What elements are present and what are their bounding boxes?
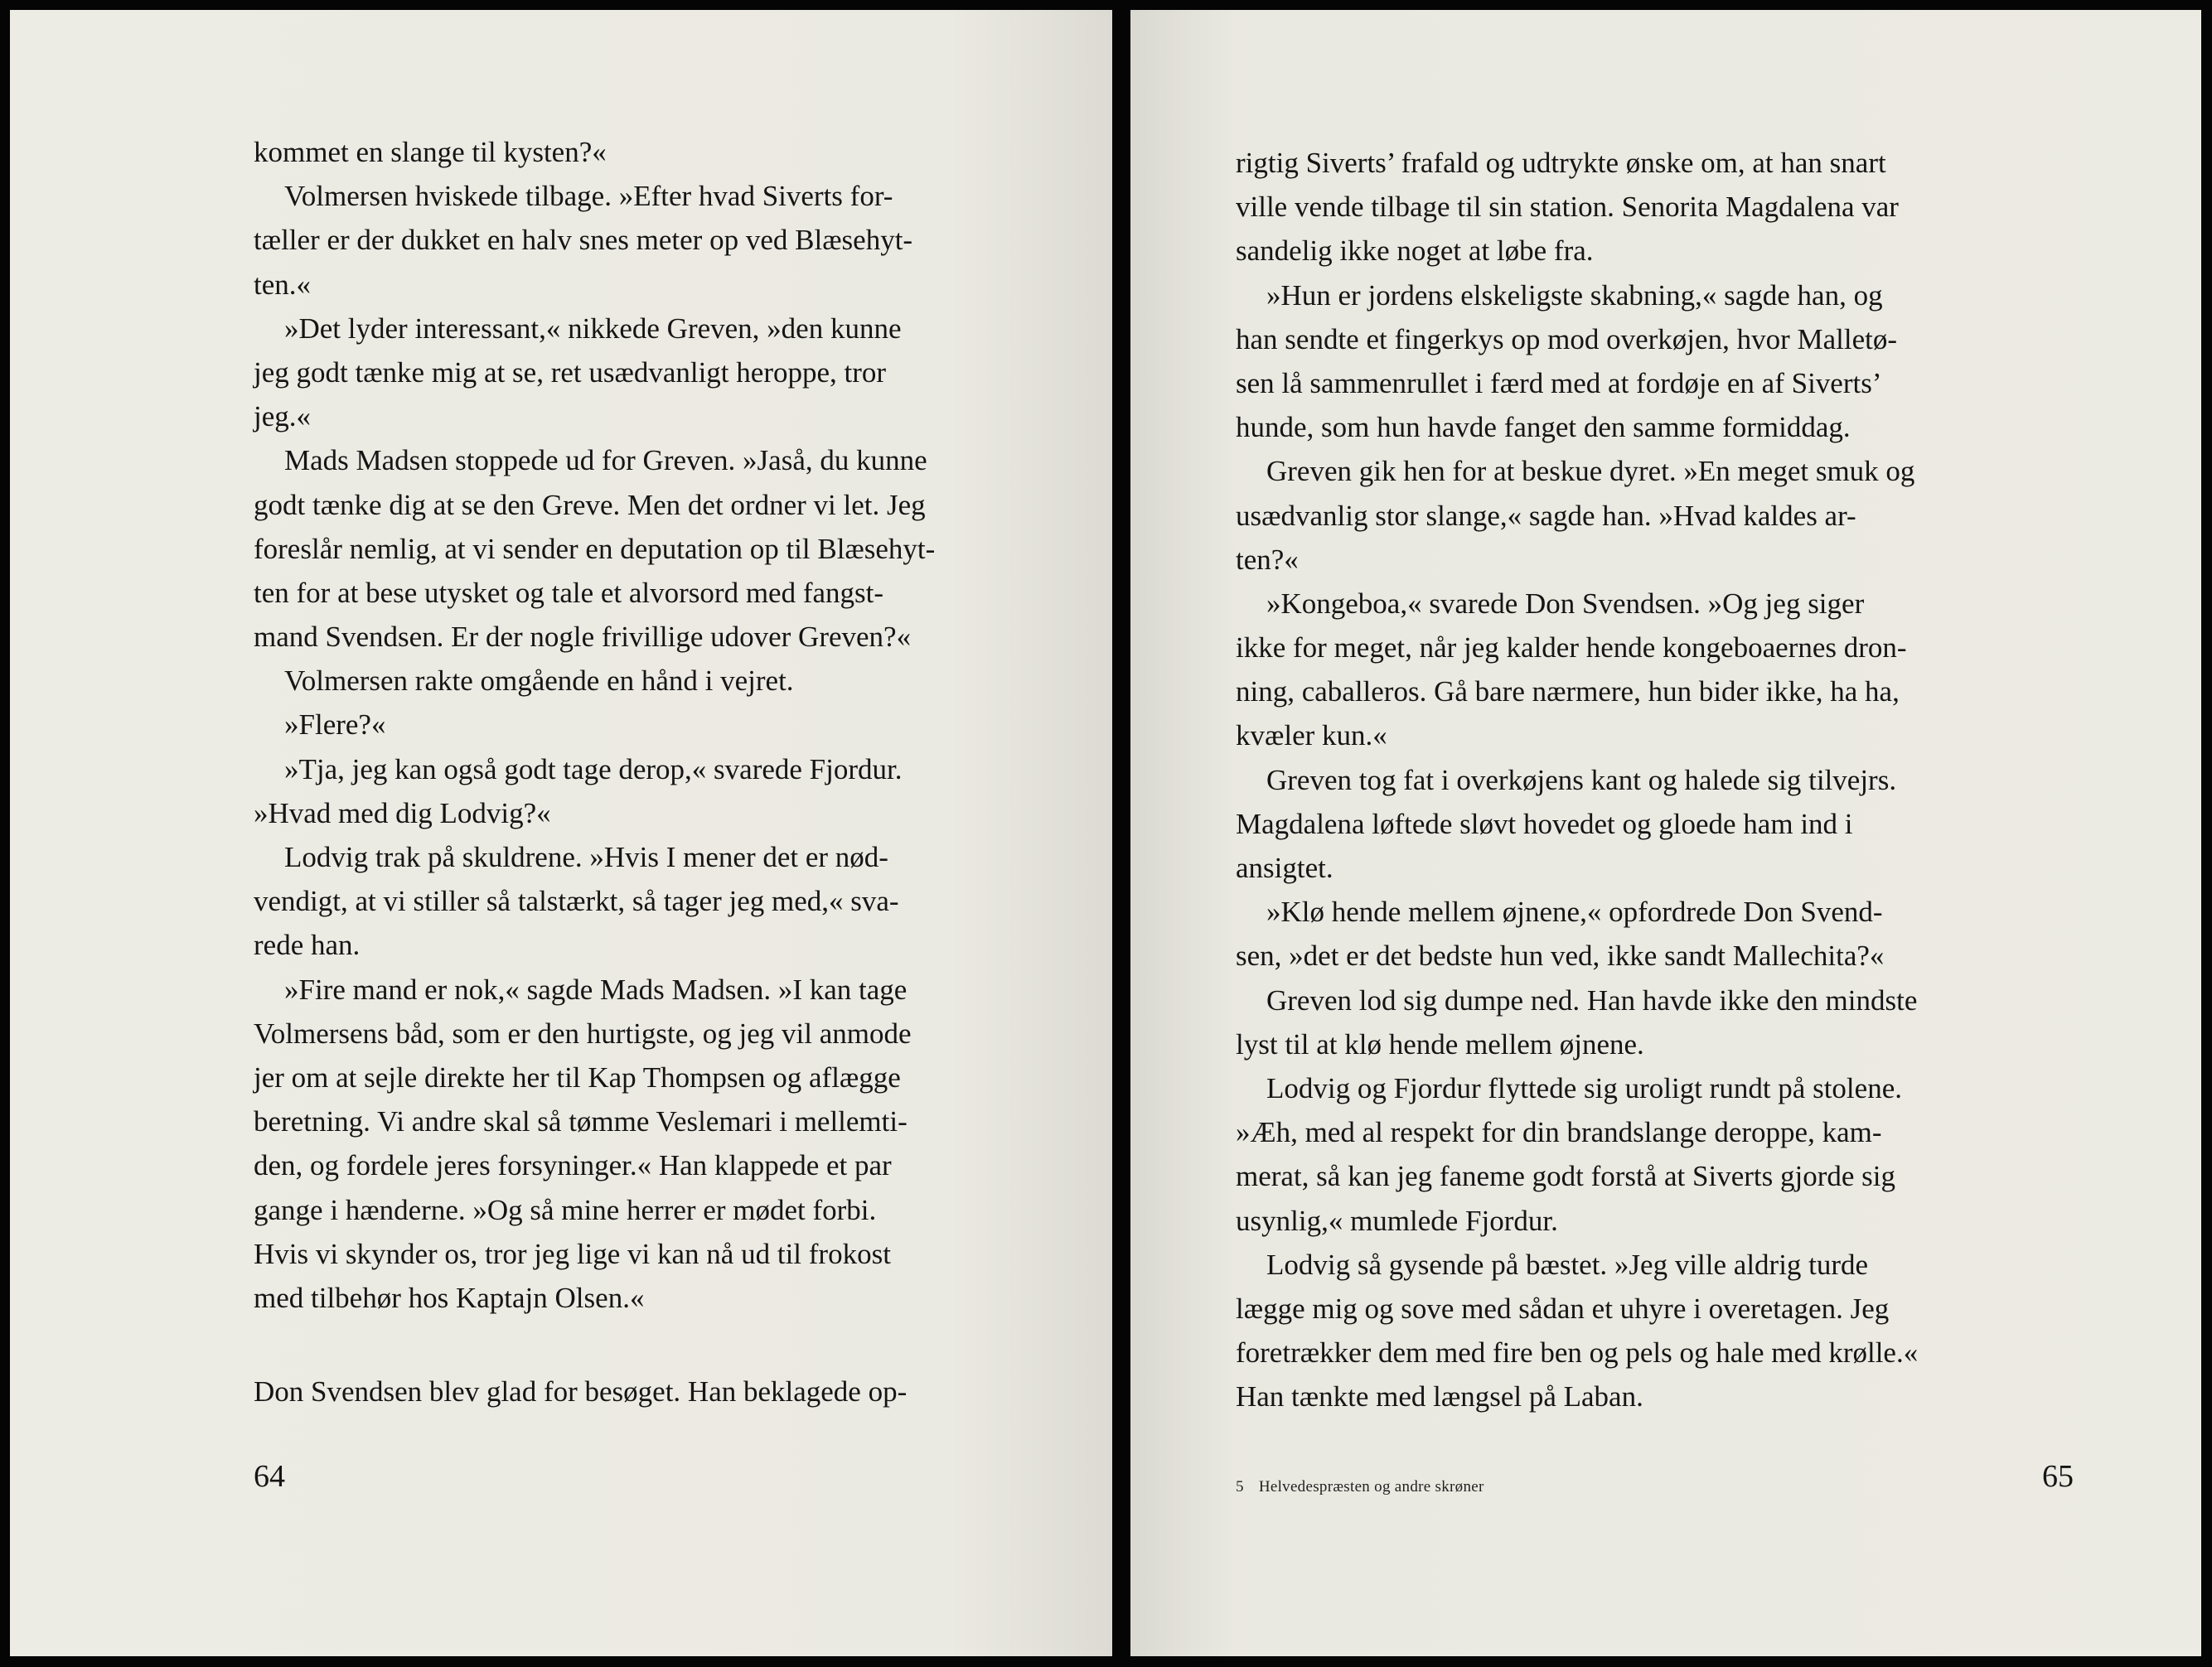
text-line: Greven lod sig dumpe ned. Han havde ikke den mindste — [1266, 983, 1918, 1017]
text-line: ning, caballeros. Gå bare nærmere, hun bider ikke, ha ha, — [1236, 675, 1900, 708]
text-line: foretrækker dem med fire ben og pels og hale med krølle.« — [1236, 1336, 1919, 1370]
text-line: ten?« — [1236, 543, 1299, 576]
section-break — [254, 1320, 1019, 1370]
text-line: beretning. Vi andre skal så tømme Veslemari i mellemti- — [254, 1105, 908, 1138]
text-line: Volmersen rakte omgående en hånd i vejret. — [284, 664, 794, 698]
text-line: »Kongeboa,« svarede Don Svendsen. »Og jeg siger — [1266, 587, 1865, 620]
text-line: »Hvad med dig Lodvig?« — [254, 796, 551, 829]
printer-signature-mark — [1236, 1478, 1484, 1496]
text-line: ikke for meget, når jeg kalder hende kongeboaernes dron- — [1236, 631, 1907, 664]
text-line: »Fire mand er nok,« sagde Mads Madsen. »I kan tage — [284, 973, 908, 1006]
text-line: mand Svendsen. Er der nogle frivillige udover Greven?« — [254, 621, 912, 654]
text-line: Greven gik hen for at beskue dyret. »En meget smuk og — [1266, 455, 1915, 488]
text-line: foreslår nemlig, at vi sender en deputation op til Blæsehyt- — [254, 532, 936, 565]
text-line: Mads Madsen stoppede ud for Greven. »Jaså, du kunne — [284, 444, 927, 477]
left-page-body — [254, 130, 1019, 1413]
text-line: Volmersen hviskede tilbage. »Efter hvad Siverts for- — [284, 180, 893, 213]
text-line: rede han. — [254, 929, 361, 962]
text-line: »Hun er jordens elskeligste skabning,« sagde han, og — [1266, 278, 1883, 312]
text-line: godt tænke dig at se den Greve. Men det ordner vi let. Jeg — [254, 488, 926, 521]
signature-title: Helvedespræsten og andre skrøner — [1258, 1478, 1484, 1495]
text-line: kommet en slange til kysten?« — [254, 136, 607, 168]
text-line: jeg godt tænke mig at se, ret usædvanligt heroppe, tror — [254, 355, 887, 389]
signature-number: 5 — [1236, 1478, 1244, 1495]
text-line: Greven tog fat i overkøjens kant og halede sig tilvejrs. — [1266, 763, 1897, 796]
left-page-number: 64 — [254, 1459, 285, 1494]
text-line: Magdalena løftede sløvt hovedet og gloede ham ind i — [1236, 807, 1853, 840]
text-line: Lodvig og Fjordur flyttede sig uroligt rundt på stolene. — [1266, 1071, 1902, 1104]
right-page-body — [1236, 141, 1997, 1418]
text-line: sen lå sammenrullet i færd med at fordøje en af Siverts’ — [1236, 366, 1882, 399]
text-line: »Klø hende mellem øjnene,« opfordrede Don Svend- — [1266, 896, 1883, 929]
right-page-number: 65 — [2042, 1459, 2074, 1494]
text-line: Hvis vi skynder os, tror jeg lige vi kan nå ud til frokost — [254, 1237, 891, 1270]
text-line: rigtig Siverts’ frafald og udtrykte ønske om, at han snart — [1236, 147, 1886, 179]
text-line: han sendte et fingerkys op mod overkøjen, hvor Malletø- — [1236, 322, 1897, 355]
text-line: gange i hænderne. »Og så mine herrer er mødet forbi. — [254, 1193, 877, 1226]
text-line: den, og fordele jeres forsyninger.« Han klappede et par — [254, 1149, 892, 1182]
text-line: ten.« — [254, 268, 312, 301]
text-line: ansigtet. — [1236, 852, 1333, 884]
text-line: kvæler kun.« — [1236, 719, 1387, 752]
text-line: »Det lyder interessant,« nikkede Greven, »den kunne — [284, 312, 902, 345]
text-line: lægge mig og sove med sådan et uhyre i overetagen. Jeg — [1236, 1292, 1890, 1325]
text-line: lyst til at klø hende mellem øjnene. — [1236, 1027, 1644, 1061]
text-line: ten for at bese utysket og tale et alvorsord med fangst- — [254, 576, 884, 609]
text-line: »Æh, med al respekt for din brandslange deroppe, kam- — [1236, 1116, 1882, 1149]
text-line: Han tænkte med længsel på Laban. — [1236, 1380, 1643, 1413]
text-line: sen, »det er det bedste hun ved, ikke sandt Mallechita?« — [1236, 940, 1885, 973]
text-line: usædvanlig stor slange,« sagde han. »Hvad kaldes ar- — [1236, 499, 1856, 532]
text-line: Lodvig trak på skuldrene. »Hvis I mener det er nød- — [284, 841, 888, 873]
text-line: Don Svendsen blev glad for besøget. Han beklagede op- — [254, 1375, 908, 1408]
text-line: sandelig ikke noget at løbe fra. — [1236, 234, 1594, 268]
text-line: hunde, som hun havde fanget den samme formiddag. — [1236, 411, 1851, 444]
text-line: »Tja, jeg kan også godt tage derop,« svarede Fjordur. — [284, 752, 903, 785]
text-line: vendigt, at vi stiller så talstærkt, så tager jeg med,« sva- — [254, 885, 899, 918]
left-page — [10, 10, 1112, 1656]
text-line: ville vende tilbage til sin station. Senorita Magdalena var — [1236, 191, 1899, 224]
text-line: jeg.« — [254, 400, 312, 433]
text-line: »Flere?« — [284, 708, 386, 742]
text-line: jer om at sejle direkte her til Kap Thompsen og aflægge — [254, 1061, 901, 1094]
text-line: Volmersens båd, som er den hurtigste, og jeg vil anmode — [254, 1017, 912, 1050]
text-line: med tilbehør hos Kaptajn Olsen.« — [254, 1281, 645, 1314]
text-line: tæller er der dukket en halv snes meter op ved Blæsehyt- — [254, 224, 913, 257]
text-line: Lodvig så gysende på bæstet. »Jeg ville aldrig turde — [1266, 1248, 1869, 1281]
right-page — [1130, 10, 2201, 1656]
text-line: merat, så kan jeg faneme godt forstå at Siverts gjorde sig — [1236, 1160, 1896, 1193]
text-line: usynlig,« mumlede Fjordur. — [1236, 1204, 1558, 1237]
